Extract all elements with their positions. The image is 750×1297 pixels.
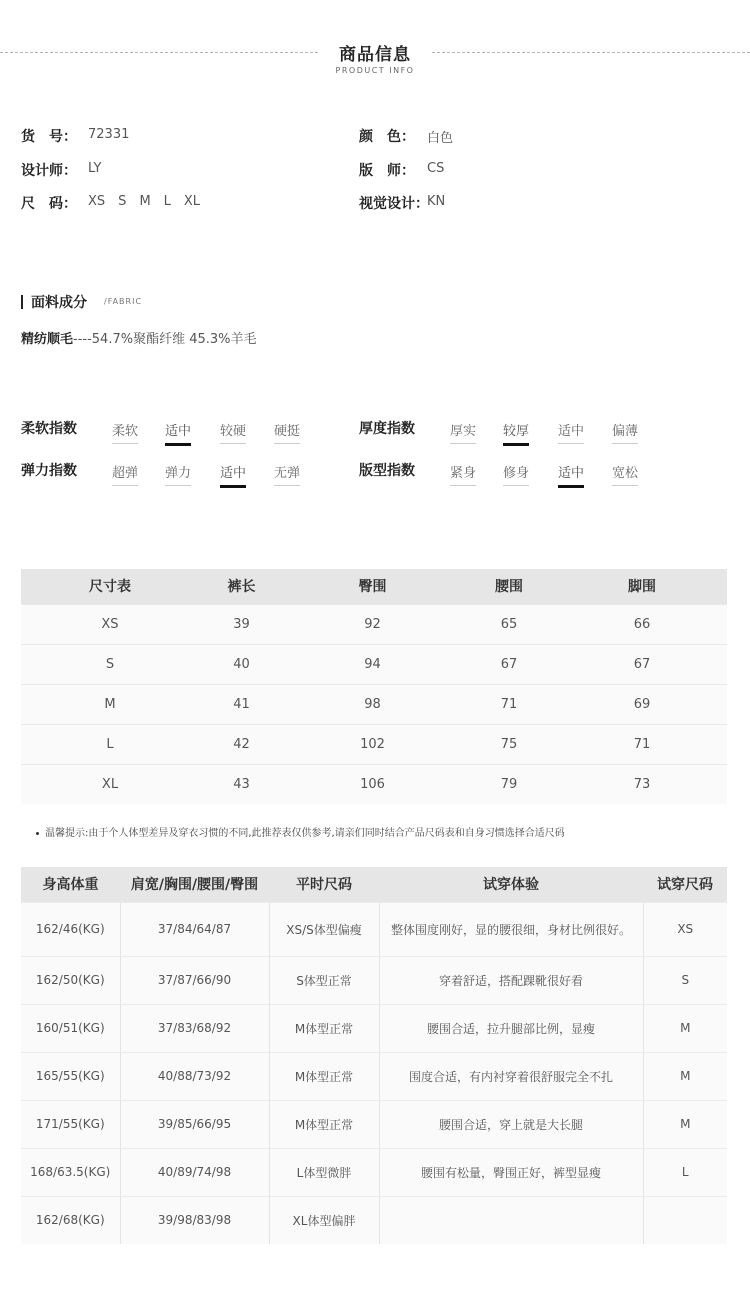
page-subtitle: PRODUCT INFO <box>335 66 415 75</box>
table-cell: S体型正常 <box>269 956 379 1004</box>
table-cell: XL体型偏胖 <box>269 1196 379 1244</box>
table-cell: 66 <box>557 604 727 644</box>
column-header: 裤长 <box>199 569 284 604</box>
table-cell: 37/87/66/90 <box>120 956 269 1004</box>
fabric-title-text: 面料成分 <box>31 295 87 311</box>
table-cell: 171/55(KG) <box>21 1100 120 1148</box>
table-cell: S <box>643 956 727 1004</box>
pattern-label: 版 师： <box>359 163 415 179</box>
table-cell: 69 <box>557 684 727 724</box>
table-cell: 162/46(KG) <box>21 902 120 956</box>
table-row <box>21 1196 727 1244</box>
table-cell <box>379 1196 643 1244</box>
column-header: 试穿体验 <box>379 867 643 902</box>
size-option: M <box>139 194 151 209</box>
table-cell: L体型微胖 <box>269 1148 379 1196</box>
tryon-table-header <box>21 867 727 902</box>
table-cell: 37/84/64/87 <box>120 902 269 956</box>
thick-option-selected: 较厚 <box>503 420 529 446</box>
table-cell: 39 <box>199 604 284 644</box>
color-label: 颜 色： <box>359 129 415 145</box>
table-cell: 162/68(KG) <box>21 1196 120 1244</box>
soft-index-label: 柔软指数 <box>21 421 77 437</box>
table-cell: 160/51(KG) <box>21 1004 120 1052</box>
thick-option: 适中 <box>558 420 584 444</box>
table-cell: 腰围合适，拉升腿部比例，显瘦 <box>379 1004 643 1052</box>
table-row <box>21 956 727 1004</box>
table-cell: 腰围合适，穿上就是大长腿 <box>379 1100 643 1148</box>
table-cell: M <box>643 1004 727 1052</box>
size-list <box>88 194 213 209</box>
table-row <box>21 764 727 804</box>
column-header: 试穿尺码 <box>643 867 727 902</box>
index-row-1 <box>0 418 750 448</box>
table-row <box>21 724 727 764</box>
table-row <box>21 604 727 644</box>
size-tip-text: 温馨提示:由于个人体型差异及穿衣习惯的不同,此推荐表仅供参考,请亲们同时结合产品尺码表和自身习惯选择合适尺码 <box>45 828 565 839</box>
size-option: S <box>118 194 127 209</box>
info-row-3 <box>0 193 750 213</box>
fabric-percent: ----54.7%聚酯纤维 45.3%羊毛 <box>73 332 257 347</box>
table-row <box>21 1052 727 1100</box>
column-header: 脚围 <box>557 569 727 604</box>
elastic-option: 无弹 <box>274 462 300 486</box>
table-row <box>21 1004 727 1052</box>
column-header: 平时尺码 <box>269 867 379 902</box>
section-header <box>0 40 750 80</box>
size-tip <box>36 824 565 839</box>
table-cell: 39/85/66/95 <box>120 1100 269 1148</box>
fabric-composition <box>21 328 257 347</box>
soft-option: 硬挺 <box>274 420 300 444</box>
table-cell: L <box>21 724 199 764</box>
soft-option: 较硬 <box>220 420 246 444</box>
table-cell: M体型正常 <box>269 1004 379 1052</box>
soft-option-selected: 适中 <box>165 420 191 446</box>
column-header: 肩宽/胸围/腰围/臀围 <box>120 867 269 902</box>
table-cell: M体型正常 <box>269 1052 379 1100</box>
table-cell: 41 <box>199 684 284 724</box>
table-cell: XS <box>21 604 199 644</box>
elastic-option: 弹力 <box>165 462 191 486</box>
designer-label: 设计师： <box>21 163 77 179</box>
fit-option: 紧身 <box>450 462 476 486</box>
fabric-title <box>21 292 87 312</box>
table-cell: 65 <box>461 604 557 644</box>
size-table-header <box>21 569 727 604</box>
table-cell: 165/55(KG) <box>21 1052 120 1100</box>
table-cell: 67 <box>557 644 727 684</box>
fit-index-label: 版型指数 <box>359 463 415 479</box>
size-option: XS <box>88 194 106 209</box>
fit-option-selected: 适中 <box>558 462 584 488</box>
table-cell: S <box>21 644 199 684</box>
table-cell: 40/88/73/92 <box>120 1052 269 1100</box>
elastic-option: 超弹 <box>112 462 138 486</box>
table-cell: 腰围有松量，臀围正好，裤型显瘦 <box>379 1148 643 1196</box>
thick-option: 偏薄 <box>612 420 638 444</box>
fit-option: 修身 <box>503 462 529 486</box>
table-row <box>21 902 727 956</box>
table-cell: 42 <box>199 724 284 764</box>
table-cell: XS <box>643 902 727 956</box>
table-cell: 37/83/68/92 <box>120 1004 269 1052</box>
table-row <box>21 1148 727 1196</box>
table-cell: 71 <box>557 724 727 764</box>
visual-value: KN <box>427 194 446 209</box>
soft-option: 柔软 <box>112 420 138 444</box>
table-cell: M <box>643 1052 727 1100</box>
page-title: 商品信息 <box>339 45 411 65</box>
table-cell: 92 <box>284 604 461 644</box>
size-option: XL <box>183 194 201 209</box>
table-cell: XS/S体型偏瘦 <box>269 902 379 956</box>
column-header: 臀围 <box>284 569 461 604</box>
table-cell: L <box>643 1148 727 1196</box>
table-cell: 40 <box>199 644 284 684</box>
table-cell: 75 <box>461 724 557 764</box>
item-no-label: 货 号： <box>21 129 77 145</box>
index-row-2 <box>0 460 750 490</box>
size-label: 尺 码： <box>21 196 77 212</box>
table-cell: M <box>643 1100 727 1148</box>
table-cell: 穿着舒适，搭配踝靴很好看 <box>379 956 643 1004</box>
size-table <box>21 569 727 804</box>
table-cell: 71 <box>461 684 557 724</box>
table-row <box>21 684 727 724</box>
fabric-subtitle: /FABRIC <box>104 297 143 306</box>
column-header: 腰围 <box>461 569 557 604</box>
table-cell: M <box>21 684 199 724</box>
table-cell: 43 <box>199 764 284 804</box>
thick-index-label: 厚度指数 <box>359 421 415 437</box>
fabric-name: 精纺顺毛 <box>21 332 74 347</box>
table-row <box>21 644 727 684</box>
size-option: L <box>163 194 171 209</box>
table-cell: 106 <box>284 764 461 804</box>
column-header: 尺寸表 <box>21 569 199 604</box>
table-cell: 40/89/74/98 <box>120 1148 269 1196</box>
info-row-1 <box>0 126 750 146</box>
thick-option: 厚实 <box>450 420 476 444</box>
tryon-table <box>21 867 727 1244</box>
table-cell: 39/98/83/98 <box>120 1196 269 1244</box>
table-cell <box>643 1196 727 1244</box>
table-cell: 168/63.5(KG) <box>21 1148 120 1196</box>
item-no-value: 72331 <box>88 127 130 142</box>
table-cell: XL <box>21 764 199 804</box>
table-cell: 整体围度刚好，显的腰很细，身材比例很好。 <box>379 902 643 956</box>
color-value: 白色 <box>427 131 454 146</box>
table-cell: 162/50(KG) <box>21 956 120 1004</box>
table-cell: 98 <box>284 684 461 724</box>
elastic-index-label: 弹力指数 <box>21 463 77 479</box>
table-cell: 79 <box>461 764 557 804</box>
table-cell: 94 <box>284 644 461 684</box>
table-cell: 围度合适，有内衬穿着很舒服完全不扎 <box>379 1052 643 1100</box>
fit-option: 宽松 <box>612 462 638 486</box>
column-header: 身高体重 <box>21 867 120 902</box>
bullet-dot <box>36 832 39 835</box>
table-cell: 102 <box>284 724 461 764</box>
table-cell: M体型正常 <box>269 1100 379 1148</box>
elastic-option-selected: 适中 <box>220 462 246 488</box>
designer-value: LY <box>88 161 102 176</box>
table-cell: 73 <box>557 764 727 804</box>
table-cell: 67 <box>461 644 557 684</box>
fabric-title-bar <box>21 295 23 309</box>
table-row <box>21 1100 727 1148</box>
visual-label: 视觉设计： <box>359 196 429 212</box>
pattern-value: CS <box>427 161 445 176</box>
info-row-2 <box>0 160 750 180</box>
